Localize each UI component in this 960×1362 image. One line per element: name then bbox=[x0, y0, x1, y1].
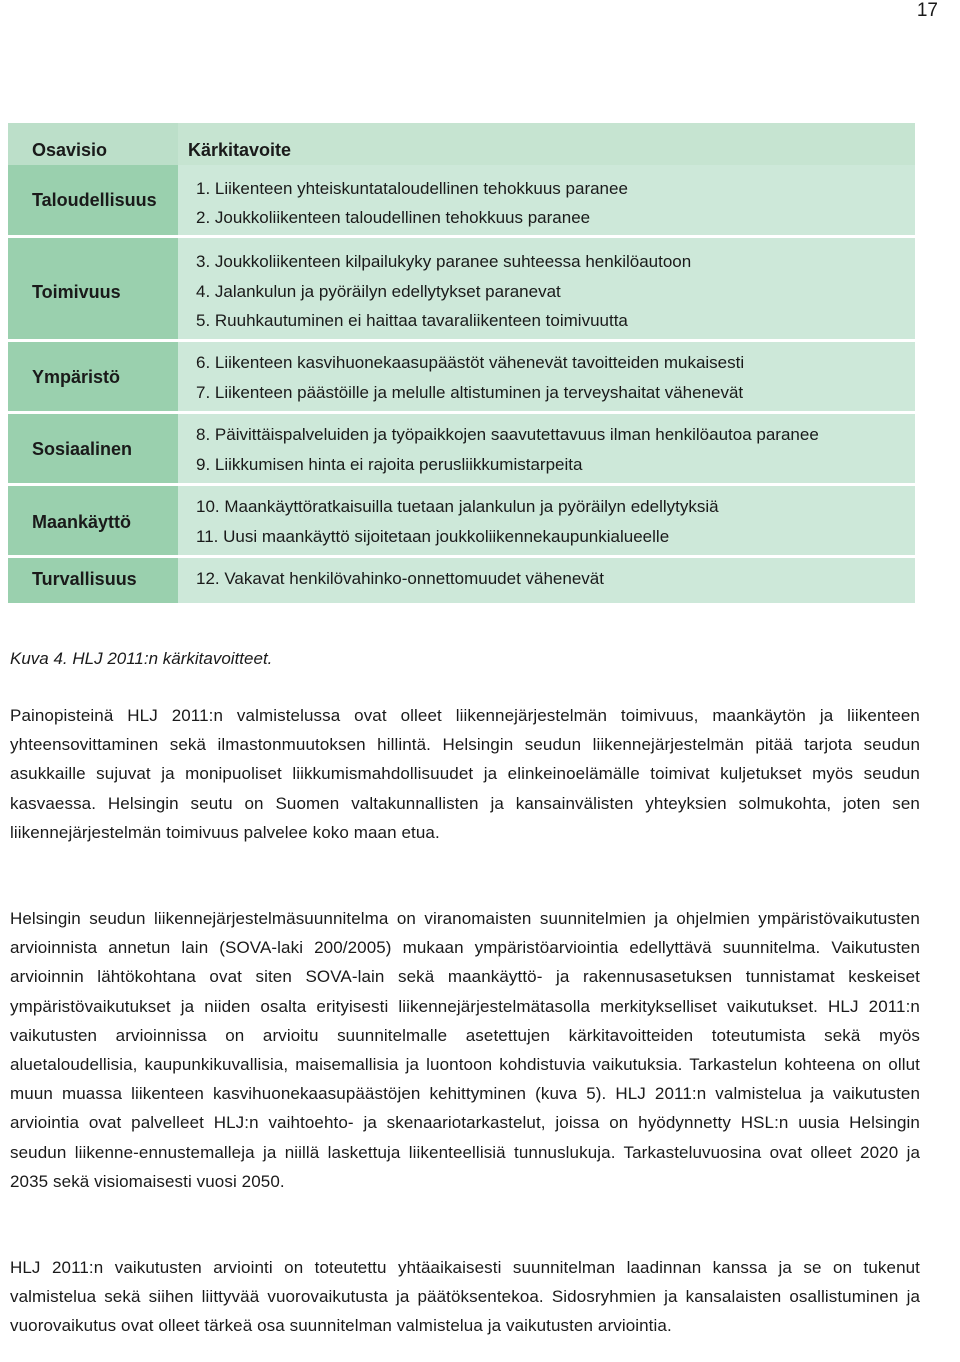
row-separator bbox=[8, 339, 178, 342]
category-column bbox=[8, 123, 178, 603]
body-paragraph: HLJ 2011:n vaikutusten arviointi on toteutettu yhtäaikaisesti suunnitelman laadinnan kanssa ja se on tukenut valmistelua sekä siihen liittyvää vuorovaikutusta ja päätöksentekoa. Sidosryhmien ja kansalaisten osallistuminen ja vuorovaikutus ovat olleet tärkeä osa suunnitelman valmistelua ja vaikutusten arviointia. bbox=[10, 1258, 920, 1336]
goal-item: 9. Liikkumisen hinta ei rajoita perusliikkumistarpeita bbox=[196, 455, 583, 474]
goals-table bbox=[8, 123, 915, 603]
row-separator bbox=[178, 339, 915, 342]
goal-item: 7. Liikenteen päästöille ja melulle altistuminen ja terveyshaitat vähenevät bbox=[196, 383, 744, 402]
category-sosiaalinen: Sosiaalinen bbox=[32, 439, 133, 459]
category-toimivuus: Toimivuus bbox=[32, 282, 121, 302]
row-separator bbox=[178, 411, 915, 414]
category-maankaytto: Maankäyttö bbox=[32, 512, 132, 532]
goal-item: 10. Maankäyttöratkaisuilla tuetaan jalankulun ja pyöräilyn edellytyksiä bbox=[196, 497, 719, 516]
row-separator bbox=[8, 555, 178, 558]
header-karkitavoite: Kärkitavoite bbox=[188, 140, 292, 160]
goal-item: 2. Joukkoliikenteen taloudellinen tehokkuus paranee bbox=[196, 208, 591, 227]
goal-item: 8. Päivittäispalveluiden ja työpaikkojen saavutettavuus ilman henkilöautoa paranee bbox=[196, 425, 819, 444]
category-turvallisuus: Turvallisuus bbox=[32, 569, 137, 589]
goal-item: 5. Ruuhkautuminen ei haittaa tavaraliikenteen toimivuutta bbox=[196, 311, 628, 330]
goal-item: 1. Liikenteen yhteiskuntataloudellinen tehokkuus paranee bbox=[196, 179, 628, 198]
body-paragraph: Helsingin seudun liikennejärjestelmäsuunnitelma on viranomaisten suunnitelmien ja ohjelmien ympäristövaikutusten arvioinnista annetun lain (SOVA-laki 200/2005) mukaan ympäristöarviointia edellyttävä suunnitelma. Vaikutusten arvioinnin lähtökohtana ovat siten SOVA-lain sekä maankäyttö- ja rakennusasetuksen tunnistamat keskeiset ympäristövaikutukset ja niiden osalta erityisesti liikennejärjestelmätasolla merkitykselliset vaikutukset. HLJ 2011:n vaikutusten arvioinnissa on arvioitu suunnitelmalle asetettujen kärkitavoitteiden toteutumista sekä myös aluetaloudellisia, kaupunkikuvallisia, maisemallisia ja luontoon kohdistuvia vaikutuksia. Tarkastelun kohteena on ollut muun muassa liikenteen kasvihuonekaasupäästöjen kehittyminen (kuva 5). HLJ 2011:n valmistelua ja vaikutusten arviointia ovat palvelleet HLJ:n vaihtoehto- ja skenaariotarkastelut, joissa on hyödynnetty HSL:n uusia Helsingin seudun liikenne-ennustemalleja ja niillä laskettuja liikenteellisiä tunnuslukuja. Tarkasteluvuosina ovat olleet 2020 ja 2035 sekä visiomaisesti vuosi 2050. bbox=[10, 909, 920, 1191]
figure-caption: Kuva 4. HLJ 2011:n kärkitavoitteet. bbox=[10, 649, 273, 668]
goal-item: 6. Liikenteen kasvihuonekaasupäästöt vähenevät tavoitteiden mukaisesti bbox=[196, 353, 745, 372]
category-ymparisto: Ympäristö bbox=[32, 367, 121, 387]
goal-column bbox=[178, 123, 915, 603]
goal-item: 4. Jalankulun ja pyöräilyn edellytykset paranevat bbox=[196, 282, 561, 301]
goal-item: 11. Uusi maankäyttö sijoitetaan joukkoliikennekaupunkialueelle bbox=[196, 527, 670, 546]
body-paragraph: Painopisteinä HLJ 2011:n valmistelussa ovat olleet liikennejärjestelmän toimivuus, maankäytön ja liikenteen yhteensovittaminen sekä ilmastonmuutoksen hillintä. Helsingin seudun liikennejärjestelmän pitää tarjota seudun asukkaille sujuvat ja monipuoliset liikkumismahdollisuudet ja elinkeinoelämälle toimivat kuljetukset myös seudun kasvaessa. Helsingin seutu on Suomen valtakunnallisten ja kansainvälisten yhteyksien solmukohta, joten sen liikennejärjestelmän toimivuus palvelee koko maan etua. bbox=[10, 706, 920, 842]
goal-item: 12. Vakavat henkilövahinko-onnettomuudet vähenevät bbox=[196, 569, 604, 588]
row-separator bbox=[178, 555, 915, 558]
category-taloudellisuus: Taloudellisuus bbox=[32, 190, 157, 210]
header-osavisio: Osavisio bbox=[32, 140, 108, 160]
row-separator bbox=[8, 411, 178, 414]
goal-item: 3. Joukkoliikenteen kilpailukyky paranee suhteessa henkilöautoon bbox=[196, 252, 692, 271]
page-number: 17 bbox=[916, 0, 938, 21]
row-separator bbox=[8, 483, 178, 486]
row-separator bbox=[178, 483, 915, 486]
row-separator bbox=[178, 235, 915, 238]
row-separator bbox=[8, 235, 178, 238]
